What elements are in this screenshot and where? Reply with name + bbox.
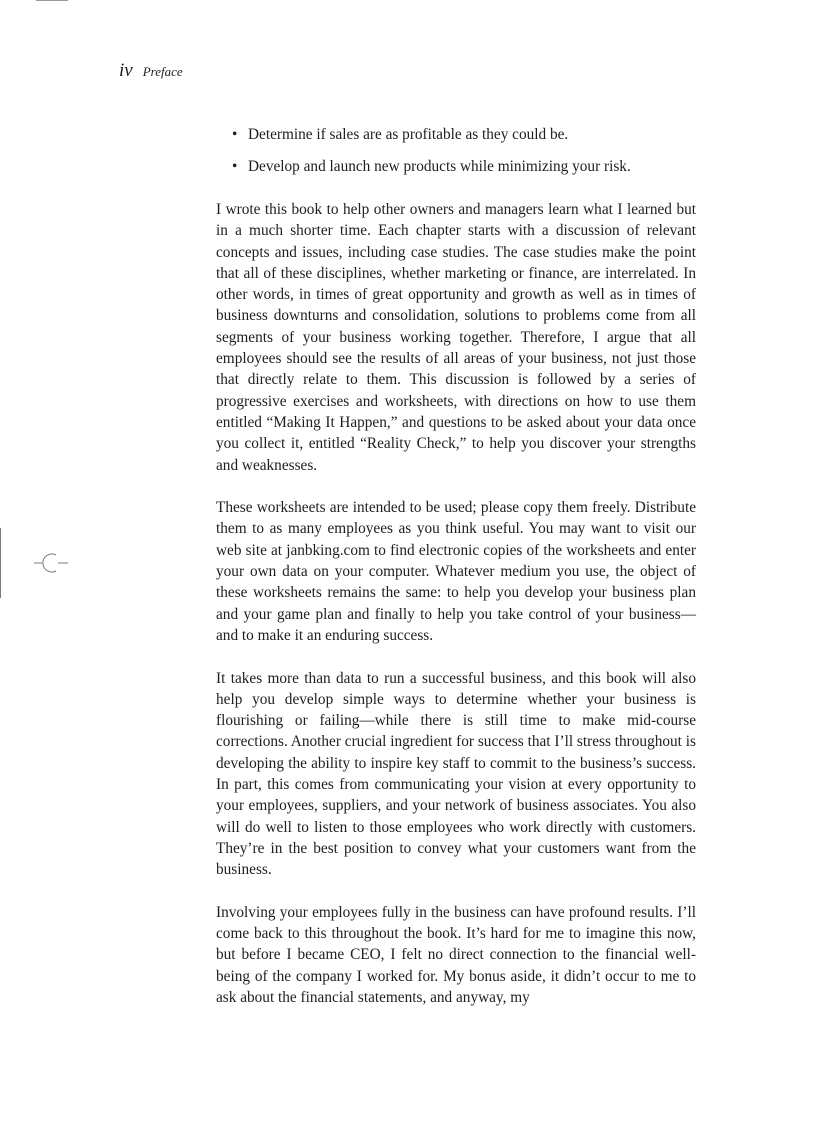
paragraph: I wrote this book to help other owners and managers learn what I learned but in a much shorter time. Each chapter starts with a discussion of relevant concepts and issues, including case studies. The case studies make the point that all of these disciplines, whether marketing or finance, are interrelated. In other words, in times of great opportunity and growth as well as in times of business downturns and consolidation, solutions to problems come from all segments of your business working together. Therefore, I argue that all employees should see the results of all areas of your business, not just those that directly relate to them. This discussion is followed by a series of progressive exercises and worksheets, with directions on how to use them entitled “Making It Happen,” and questions to be asked about your data once you collect it, entitled “Reality Check,” to help you discover your strengths and weaknesses.: [216, 201, 696, 474]
running-head: [119, 60, 183, 82]
paragraph: These worksheets are intended to be used; please copy them freely. Distribute them to as many employees as you think useful. You may want to visit our web site at janbking.com to find electronic copies of the worksheets and enter your own data on your computer. Whatever medium you use, the object of these worksheets remains the same: to help you develop your business plan and your game plan and finally to help you take control of your business—and to make it an enduring success.: [216, 499, 696, 644]
body-text: [216, 199, 696, 1030]
page-number: iv: [119, 60, 133, 81]
bullet-item: • Determine if sales are as profitable as they could be.: [232, 124, 702, 145]
running-head-title: Preface: [142, 64, 183, 79]
crop-mark-top: [36, 0, 68, 1]
paragraph: Involving your employees fully in the business can have profound results. I’ll come back to this throughout the book. It’s hard for me to imagine this now, but before I became CEO, I felt no direct connection to the financial well-being of the company I worked for. My bonus aside, it didn’t occur to me to ask about the financial statements, and anyway, my: [216, 903, 696, 1006]
registration-mark-icon: [0, 528, 80, 598]
bullet-list: [232, 124, 702, 189]
bullet-item: • Develop and launch new products while minimizing your risk.: [232, 156, 702, 177]
paragraph: It takes more than data to run a successful business, and this book will also help you develop simple ways to determine whether your business is flourishing or failing—while there is still time to make mid-course corrections. Another crucial ingredient for success that I’ll stress throughout is developing the ability to inspire key staff to commit to the business’s success. In part, this comes from communicating your vision at every opportunity to your employees, suppliers, and your network of business associates. You also will do well to listen to those employees who work directly with customers. They’re in the best position to convey what your customers want from the business.: [216, 669, 696, 879]
